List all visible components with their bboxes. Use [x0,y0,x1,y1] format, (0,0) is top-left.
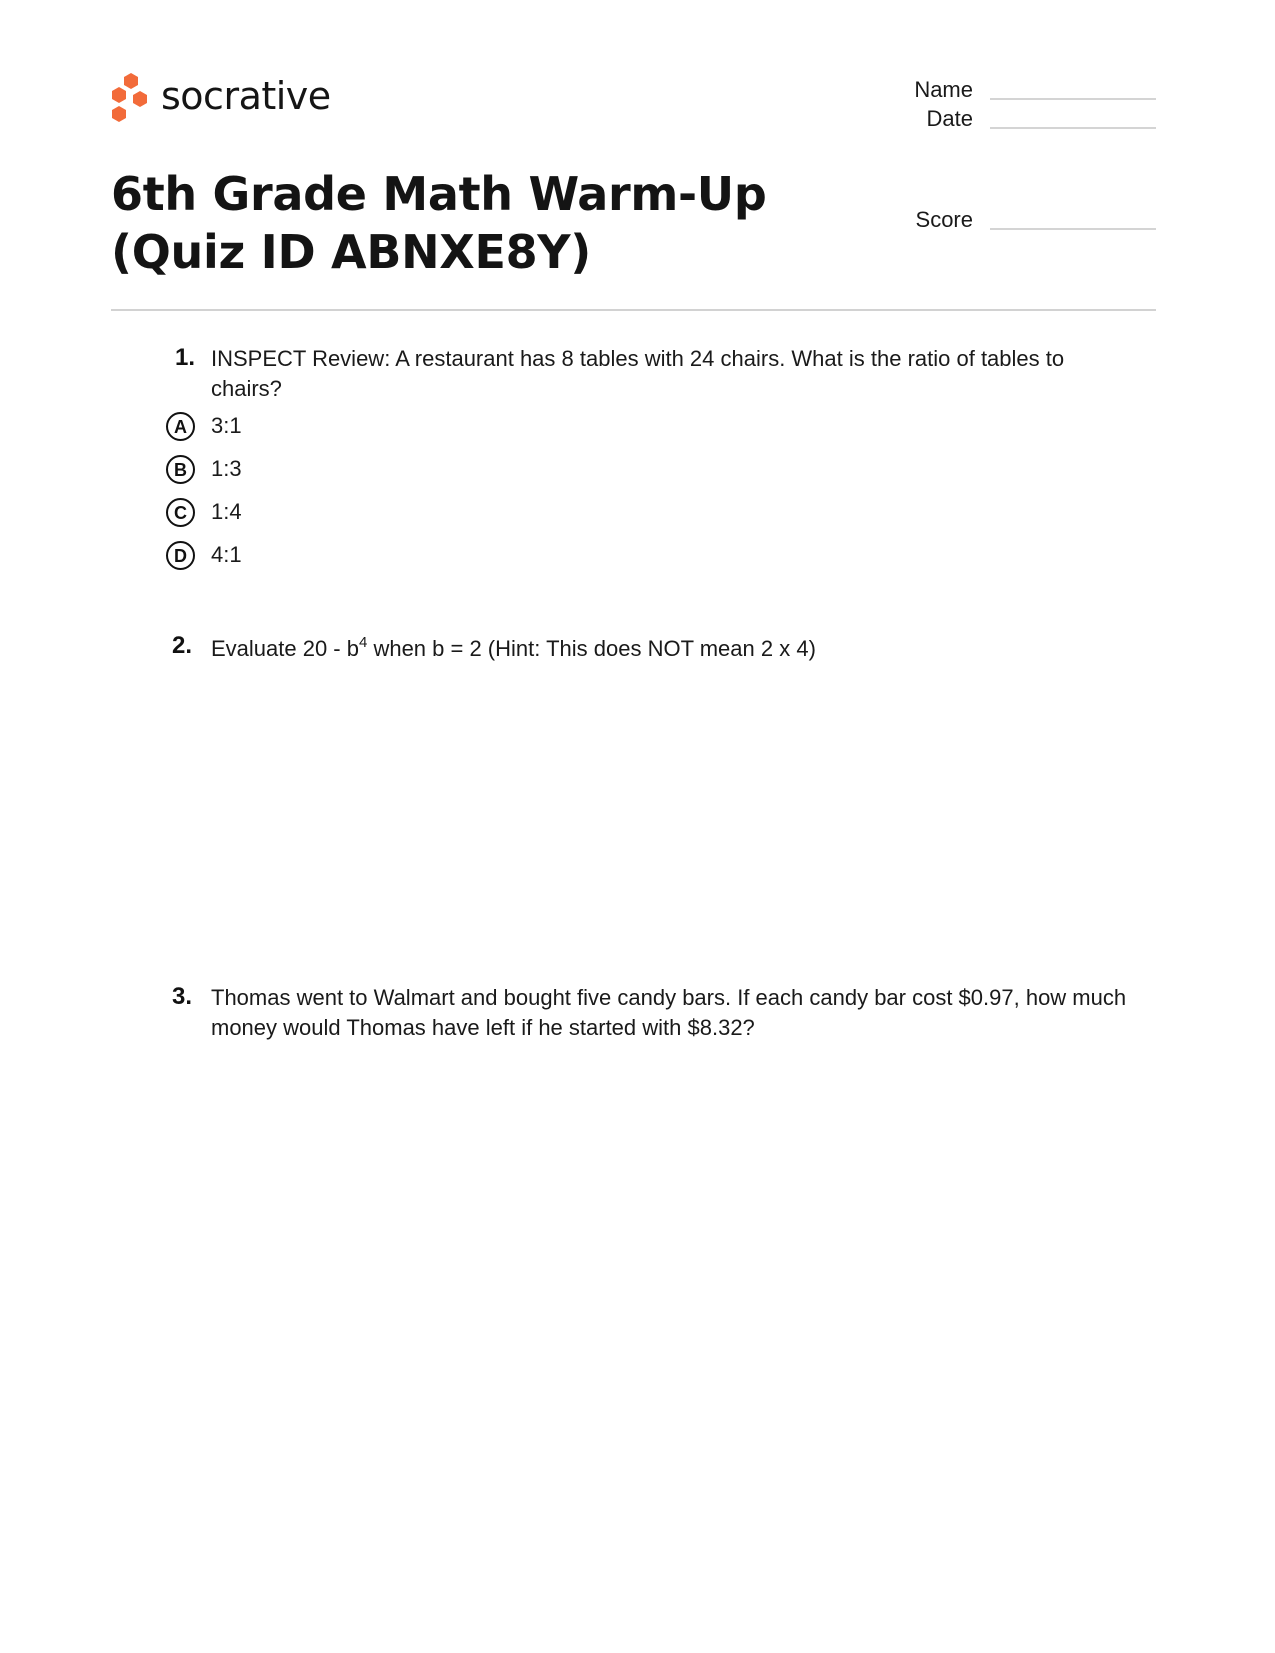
question-2-text-after: when b = 2 (Hint: This does NOT mean 2 x 4) [367,636,816,661]
question-1-choice-d[interactable] [166,541,466,575]
choice-c-bubble[interactable]: C [166,498,195,527]
choice-a-bubble[interactable]: A [166,412,195,441]
choice-d-bubble[interactable]: D [166,541,195,570]
question-1-number: 1. [175,344,196,371]
question-3-text: Thomas went to Walmart and bought five candy bars. If each candy bar cost $0.97, how much money would Thomas have left if he started with $8.32? [211,985,1127,1040]
choice-d-text: 4:1 [211,542,242,567]
choice-a-text: 3:1 [211,413,242,438]
score-label: Score [915,207,973,232]
choice-c-text: 1:4 [211,499,242,524]
brand-name: socrative [161,74,331,118]
socrative-hexagon-logo-icon [111,73,151,123]
question-2-text [211,634,1141,664]
question-2-number: 2. [172,632,193,659]
quiz-title: 6th Grade Math Warm-Up (Quiz ID ABNXE8Y) [111,167,767,279]
question-3-number: 3. [172,983,193,1010]
question-1-choice-a[interactable] [166,412,466,446]
name-field-line[interactable] [990,98,1156,100]
score-field-line[interactable] [990,228,1156,230]
question-2-text-before: Evaluate 20 - b [211,636,359,661]
date-label: Date [926,106,973,131]
date-field-line[interactable] [990,127,1156,129]
question-2-exponent: 4 [358,634,368,651]
header-divider [111,309,1156,311]
question-1-choice-c[interactable] [166,498,466,532]
choice-b-bubble[interactable]: B [166,455,195,484]
name-label: Name [914,77,973,102]
question-1-choice-b[interactable] [166,455,466,489]
question-1-text: INSPECT Review: A restaurant has 8 tables with 24 chairs. What is the ratio of tables to chairs? [211,346,1065,401]
socrative-logo [111,73,361,123]
choice-b-text: 1:3 [211,456,242,481]
